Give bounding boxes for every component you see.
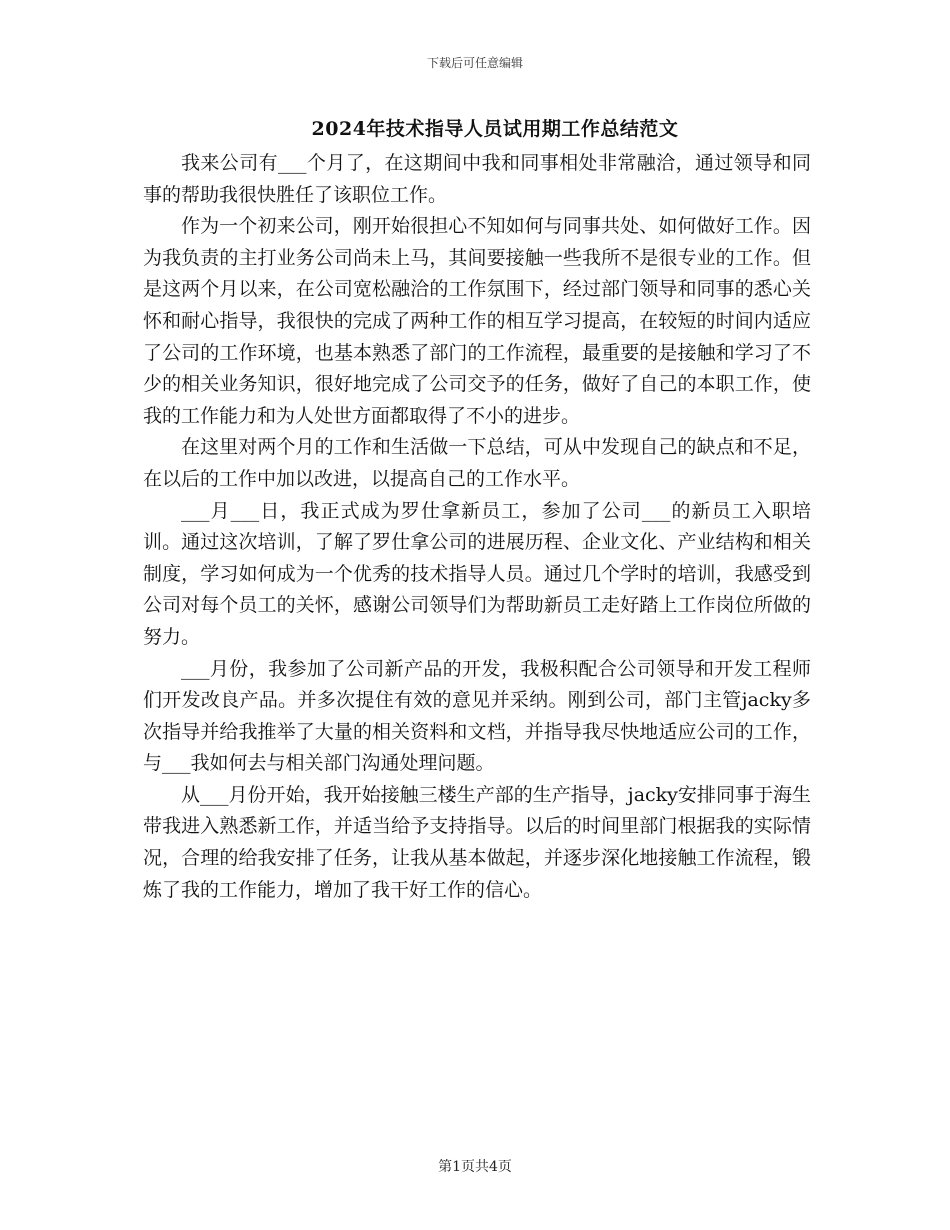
paragraph: 从___月份开始，我开始接触三楼生产部的生产指导，jacky安排同事于海生带我进入熟悉新工作，并适当给予支持指导。以后的时间里部门根据我的实际情况，合理的给我安排了任务，让我从基本做起，并逐步深化地接触工作流程，锻炼了我的工作能力，增加了我干好工作的信心。 [143,783,811,901]
paragraph: 我来公司有___个月了，在这期间中我和同事相处非常融洽，通过领导和同事的帮助我很快胜任了该职位工作。 [143,152,811,206]
paragraph: 在这里对两个月的工作和生活做一下总结，可从中发现自己的缺点和不足，在以后的工作中加以改进，以提高自己的工作水平。 [143,436,811,490]
paragraph: 作为一个初来公司，刚开始很担心不知如何与同事共处、如何做好工作。因为我负责的主打业务公司尚未上马，其间要接触一些我所不是很专业的工作。但是这两个月以来，在公司宽松融洽的工作氛围下，经过部门领导和同事的悉心关怀和耐心指导，我很快的完成了两种工作的相互学习提高，在较短的时间内适应了公司的工作环境，也基本熟悉了部门的工作流程，最重要的是接触和学习了不少的相关业务知识，很好地完成了公司交予的任务，做好了自己的本职工作，使我的工作能力和为人处世方面都取得了不小的进步。 [143,215,811,427]
document-body [143,148,811,906]
paragraph: ___月___日，我正式成为罗仕拿新员工，参加了公司___的新员工入职培训。通过这次培训，了解了罗仕拿公司的进展历程、企业文化、产业结构和相关制度，学习如何成为一个优秀的技术指导人员。通过几个学时的培训，我感受到公司对每个员工的关怀，感谢公司领导们为帮助新员工走好踏上工作岗位所做的努力。 [143,499,811,648]
header-note: 下载后可任意编辑 [426,56,523,70]
document-title: 2024年技术指导人员试用期工作总结范文 [311,118,679,140]
paragraph: ___月份，我参加了公司新产品的开发，我极积配合公司领导和开发工程师们开发改良产品。并多次提住有效的意见并采纳。刚到公司，部门主管jacky多次指导并给我推举了大量的相关资料和文档，并指导我尽快地适应公司的工作，与___我如何去与相关部门沟通处理问题。 [143,657,811,775]
page-number: 第1页共4页 [438,1159,512,1175]
